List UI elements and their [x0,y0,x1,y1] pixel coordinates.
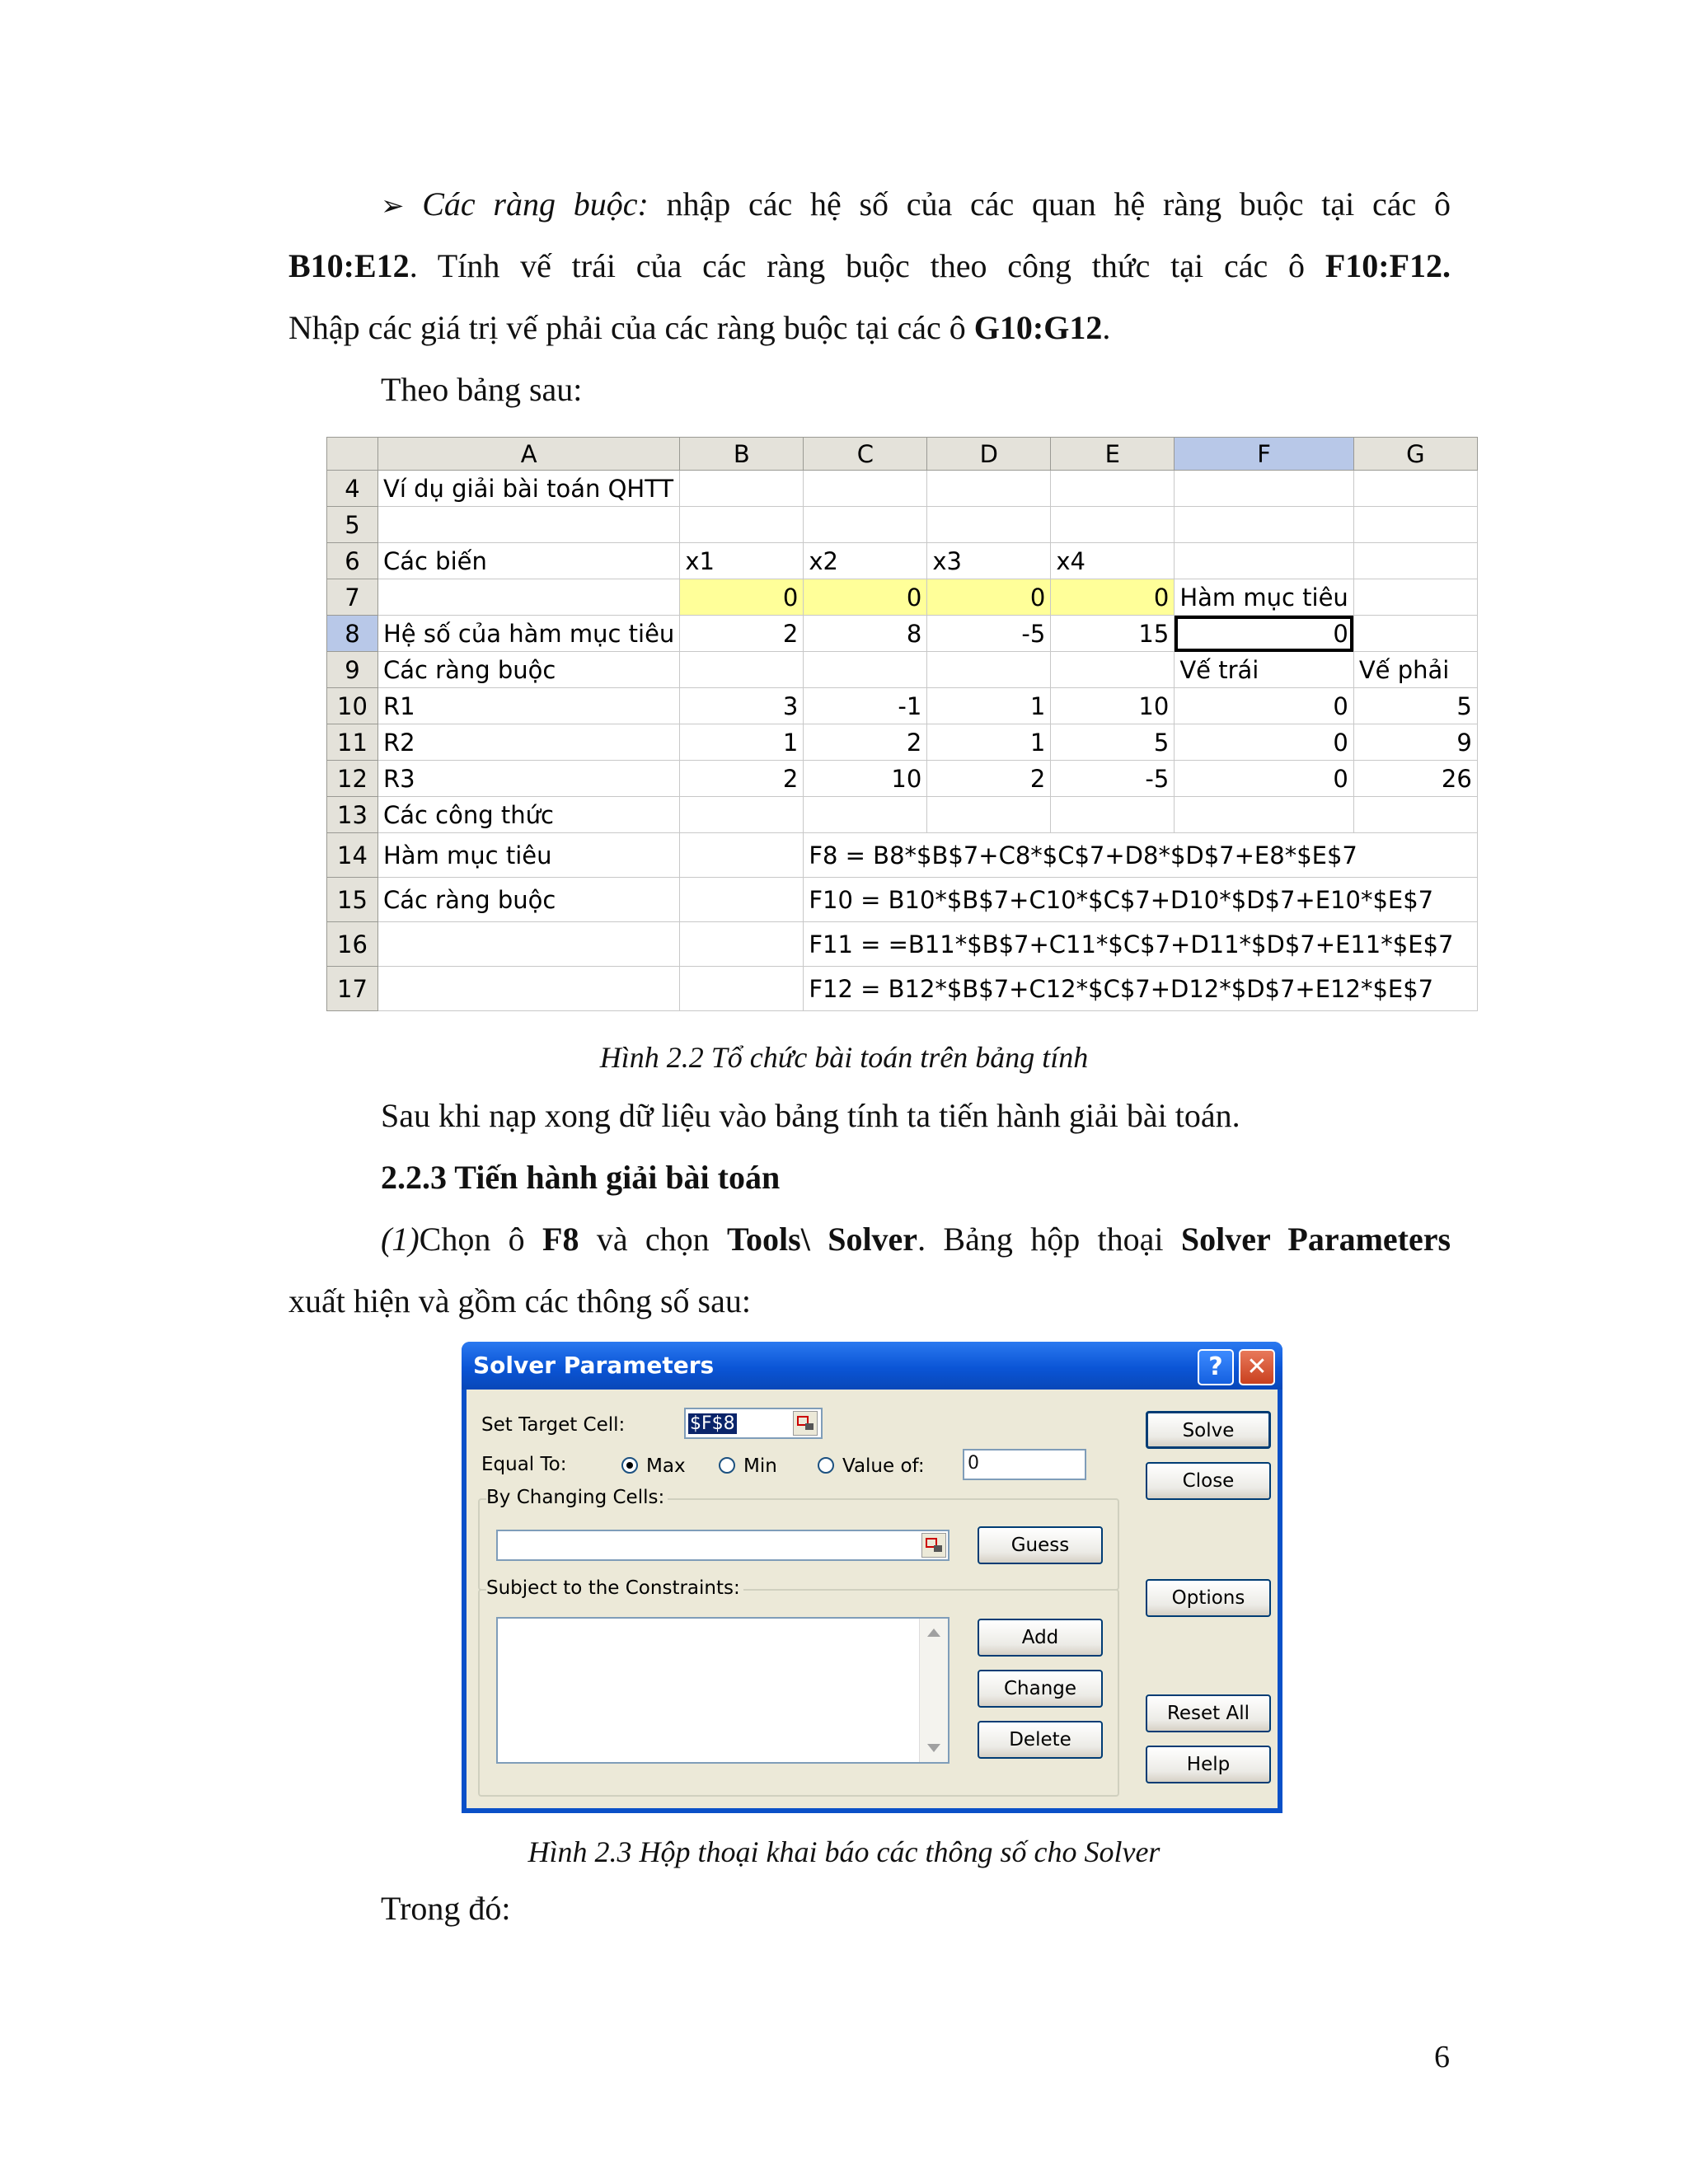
cell-g10[interactable]: 5 [1353,688,1477,724]
paragraph-after-loading: Sau khi nạp xong dữ liệu vào bảng tính ta tiến hành giải bài toán. [381,1097,1240,1134]
cell-a16[interactable] [378,922,680,967]
formula-row [327,967,1478,1011]
cell-d5[interactable] [927,507,1051,543]
add-button[interactable]: Add [978,1619,1103,1657]
cell-d13[interactable] [927,797,1051,833]
dialog-titlebar[interactable] [462,1342,1282,1390]
set-target-cell-label: Set Target Cell: [481,1414,626,1436]
cell-e10[interactable]: 10 [1051,688,1175,724]
text: nhập các hệ số của các quan hệ ràng buộc tại các ô [666,185,1451,223]
figure-caption-2-3: Hình 2.3 Hộp thoại khai báo các thông số cho Solver [528,1835,1160,1868]
cell-d9[interactable] [927,652,1051,688]
row-header-9[interactable]: 9 [327,652,378,688]
sheet-row [327,579,1478,616]
text: . Tính vế trái của các ràng buộc theo công thức tại các ô [409,247,1306,284]
cell-f5[interactable] [1175,507,1354,543]
cell-e9[interactable] [1051,652,1175,688]
paragraph-constraints-line2 [288,245,1451,288]
cell-d4[interactable] [927,471,1051,507]
cell-f13[interactable] [1175,797,1354,833]
value-of-input[interactable]: 0 [963,1449,1086,1480]
cell-a6[interactable]: Các biến [378,543,680,579]
cell-c12[interactable]: 10 [804,761,927,797]
row-header-13[interactable]: 13 [327,797,378,833]
cell-b10[interactable]: 3 [680,688,804,724]
paragraph-constraints-line1 [381,183,1451,227]
paragraph-constraints-line3 [288,307,1451,349]
cell-e12[interactable]: -5 [1051,761,1175,797]
row-header-4[interactable]: 4 [327,471,378,507]
sheet-row [327,616,1478,652]
cell-f8[interactable]: 0 [1175,616,1354,652]
column-header-d[interactable]: D [927,438,1051,471]
solve-button[interactable]: Solve [1146,1411,1271,1449]
row-header-7[interactable]: 7 [327,579,378,616]
cell-a8[interactable]: Hệ số của hàm mục tiêu [378,616,680,652]
cell-a17[interactable] [378,967,680,1011]
sheet-row [327,652,1478,688]
text: . [1102,309,1111,346]
cell-g13[interactable] [1353,797,1477,833]
cell-e11[interactable]: 5 [1051,724,1175,761]
cell-c9[interactable] [804,652,927,688]
row-header-15[interactable]: 15 [327,878,378,922]
paragraph-step1-line1 [381,1218,1451,1261]
cell-range: G10:G12 [973,309,1103,346]
max-radio[interactable] [621,1457,638,1474]
min-label: Min [743,1455,777,1477]
cell-e4[interactable] [1051,471,1175,507]
cell-f12[interactable]: 0 [1175,761,1354,797]
row-header-12[interactable]: 12 [327,761,378,797]
help-button[interactable]: Help [1146,1746,1271,1783]
close-button[interactable]: Close [1146,1462,1271,1500]
column-header-c[interactable]: C [804,438,927,471]
cell-a4[interactable]: Ví dụ giải bài toán QHTT [378,471,680,507]
solver-parameters-dialog [462,1342,1282,1813]
section-heading: 2.2.3 Tiến hành giải bài toán [381,1159,781,1196]
cell-b9[interactable] [680,652,804,688]
cell-f11[interactable]: 0 [1175,724,1354,761]
formula-text[interactable]: F11 = =B11*$B$7+C11*$C$7+D11*$D$7+E11*$E$7 [804,922,1478,967]
target-cell-value: $F$8 [690,1413,735,1434]
cell-b14[interactable] [680,833,804,878]
cell-c8[interactable]: 8 [804,616,927,652]
cell-g6[interactable] [1353,543,1477,579]
reset-all-button[interactable]: Reset All [1146,1694,1271,1732]
cell-c6[interactable]: x2 [804,543,927,579]
cell-b7[interactable]: 0 [680,579,804,616]
cell-b11[interactable]: 1 [680,724,804,761]
select-all-corner[interactable] [327,438,378,471]
target-cell-input[interactable] [684,1408,823,1439]
changing-cells-input[interactable] [496,1530,950,1561]
cell-b17[interactable] [680,967,804,1011]
formula-text[interactable]: F10 = B10*$B$7+C10*$C$7+D10*$D$7+E10*$E$7 [804,878,1478,922]
max-label: Max [646,1455,686,1477]
cell-g12[interactable]: 26 [1353,761,1477,797]
sheet-row [327,471,1478,507]
cell-g4[interactable] [1353,471,1477,507]
constraints-label: Subject to the Constraints: [486,1577,743,1599]
cell-b16[interactable] [680,922,804,967]
sheet-row [327,797,1478,833]
row-header-14[interactable]: 14 [327,833,378,878]
cell-c13[interactable] [804,797,927,833]
cell-b6[interactable]: x1 [680,543,804,579]
dialog-title: Solver Parameters [473,1352,715,1379]
close-icon[interactable]: ✕ [1239,1349,1275,1385]
formula-row [327,922,1478,967]
cell-c5[interactable] [804,507,927,543]
cell-e6[interactable]: x4 [1051,543,1175,579]
cell-e7[interactable]: 0 [1051,579,1175,616]
row-header-8[interactable]: 8 [327,616,378,652]
cell-a5[interactable] [378,507,680,543]
cell-a10[interactable]: R1 [378,688,680,724]
text: và chọn [596,1221,710,1258]
cell-a15[interactable]: Các ràng buộc [378,878,680,922]
page-number: 6 [1434,2040,1450,2074]
cell-e13[interactable] [1051,797,1175,833]
options-button[interactable]: Options [1146,1579,1271,1617]
cell-c7[interactable]: 0 [804,579,927,616]
formula-text[interactable]: F12 = B12*$B$7+C12*$C$7+D12*$D$7+E12*$E$7 [804,967,1478,1011]
guess-button[interactable]: Guess [978,1526,1103,1564]
value-of-radio[interactable] [818,1457,834,1474]
cell-a9[interactable]: Các ràng buộc [378,652,680,688]
row-header-5[interactable]: 5 [327,507,378,543]
cell-c10[interactable]: -1 [804,688,927,724]
sheet-row [327,688,1478,724]
cell-d8[interactable]: -5 [927,616,1051,652]
scroll-up-icon[interactable] [927,1629,940,1637]
cell-g5[interactable] [1353,507,1477,543]
column-header-g[interactable]: G [1353,438,1477,471]
step-number: (1) [381,1221,420,1258]
cell-b8[interactable]: 2 [680,616,804,652]
min-radio[interactable] [719,1457,735,1474]
cell-c11[interactable]: 2 [804,724,927,761]
cell-g11[interactable]: 9 [1353,724,1477,761]
cell-b5[interactable] [680,507,804,543]
equal-to-label: Equal To: [481,1454,567,1475]
paragraph-following-table: Theo bảng sau: [381,371,583,408]
cell-f4[interactable] [1175,471,1354,507]
formula-row [327,833,1478,878]
cell-f7[interactable]: Hàm mục tiêu [1175,579,1354,616]
cell-range: F10:F12. [1325,247,1451,284]
column-header-f[interactable]: F [1175,438,1354,471]
change-button[interactable]: Change [978,1670,1103,1708]
help-icon[interactable]: ? [1198,1349,1234,1385]
cell-range: B10:E12 [288,247,410,284]
column-header-e[interactable]: E [1051,438,1175,471]
dialog-name: Solver Parameters [1180,1221,1451,1258]
constraints-list[interactable] [496,1617,950,1764]
cell-g8[interactable] [1353,616,1477,652]
value-of-label: Value of: [842,1455,925,1477]
cell-b13[interactable] [680,797,804,833]
row-header-17[interactable]: 17 [327,967,378,1011]
cell-c4[interactable] [804,471,927,507]
cell-b12[interactable]: 2 [680,761,804,797]
cell-a14[interactable]: Hàm mục tiêu [378,833,680,878]
cell-a7[interactable] [378,579,680,616]
sheet-row [327,543,1478,579]
row-header-6[interactable]: 6 [327,543,378,579]
bullet-arrow-icon: ➢ [381,190,405,223]
cell-d12[interactable]: 2 [927,761,1051,797]
scroll-down-icon[interactable] [927,1744,940,1752]
delete-button[interactable]: Delete [978,1721,1103,1759]
cell-d7[interactable]: 0 [927,579,1051,616]
collapse-dialog-icon[interactable] [921,1533,946,1558]
paragraph-step1-line2: xuất hiện và gồm các thông số sau: [288,1282,751,1319]
cell-d6[interactable]: x3 [927,543,1051,579]
cell-e8[interactable]: 15 [1051,616,1175,652]
cell-a13[interactable]: Các công thức [378,797,680,833]
cell-b4[interactable] [680,471,804,507]
cell-f6[interactable] [1175,543,1354,579]
scrollbar[interactable] [919,1619,948,1762]
text: Chọn ô [419,1221,525,1258]
formula-text[interactable]: F8 = B8*$B$7+C8*$C$7+D8*$D$7+E8*$E$7 [804,833,1478,878]
cell-a12[interactable]: R3 [378,761,680,797]
text: Nhập các giá trị vế phải của các ràng buộc tại các ô [288,309,966,346]
changing-cells-label: By Changing Cells: [486,1487,668,1508]
sheet-row [327,507,1478,543]
paragraph-where: Trong đó: [381,1890,511,1927]
sheet-row [327,724,1478,761]
column-header-a[interactable]: A [378,438,680,471]
column-header-b[interactable]: B [680,438,804,471]
cell-ref: F8 [542,1221,579,1258]
collapse-dialog-icon[interactable] [793,1411,818,1436]
cell-d11[interactable]: 1 [927,724,1051,761]
cell-b15[interactable] [680,878,804,922]
cell-a11[interactable]: R2 [378,724,680,761]
text: . Bảng hộp thoại [917,1221,1164,1258]
cell-f9[interactable]: Vế trái [1175,652,1354,688]
formula-row [327,878,1478,922]
cell-g7[interactable] [1353,579,1477,616]
sheet-row [327,761,1478,797]
spreadsheet-table [326,437,1478,1011]
menu-path: Tools\ Solver [727,1221,918,1258]
cell-e5[interactable] [1051,507,1175,543]
row-header-11[interactable]: 11 [327,724,378,761]
cell-f10[interactable]: 0 [1175,688,1354,724]
figure-caption-2-2: Hình 2.2 Tổ chức bài toán trên bảng tính [599,1041,1089,1074]
dialog-body [467,1390,1278,1808]
row-header-10[interactable]: 10 [327,688,378,724]
term-constraints: Các ràng buộc: [422,185,649,223]
cell-g9[interactable]: Vế phải [1353,652,1477,688]
row-header-16[interactable]: 16 [327,922,378,967]
cell-d10[interactable]: 1 [927,688,1051,724]
